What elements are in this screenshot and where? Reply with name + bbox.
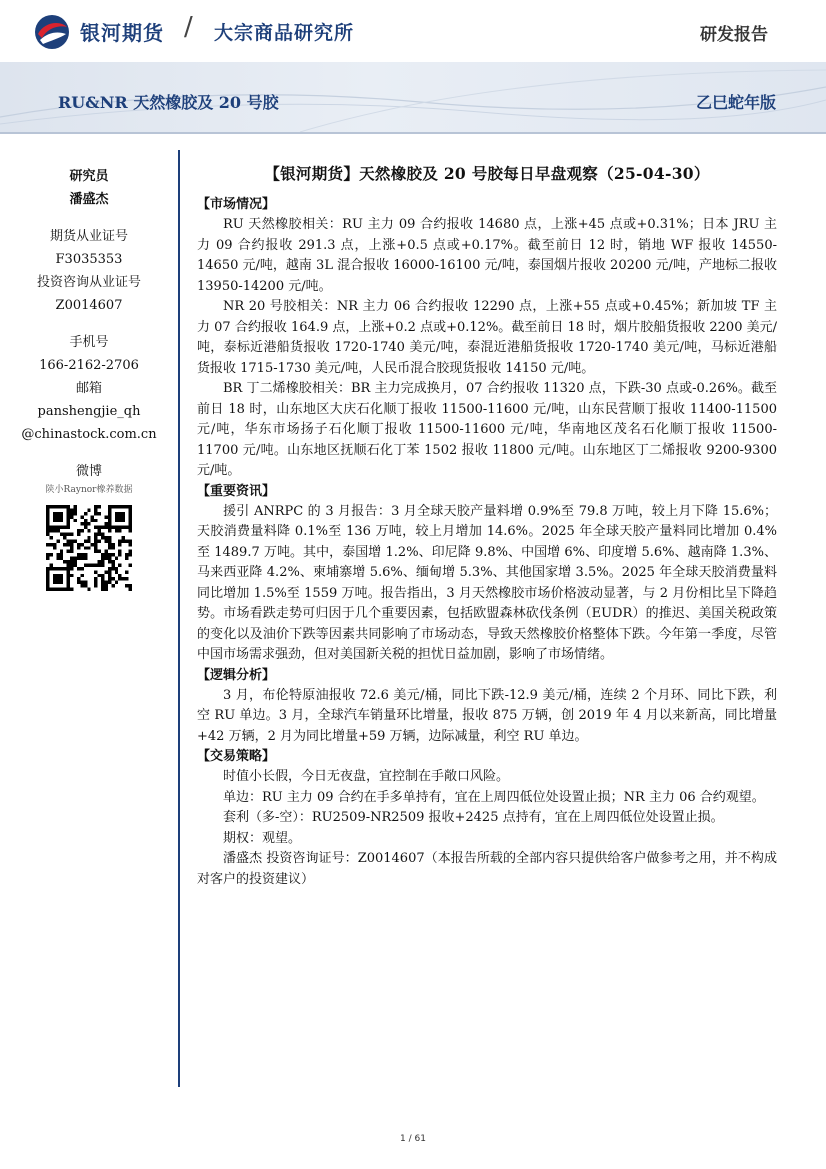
institute-name: 大宗商品研究所: [214, 22, 355, 44]
weibo-account: 陕小Raynor橡养数据: [45, 485, 133, 495]
paragraph-logic: 3 月，布伦特原油报收 72.6 美元/桶，同比下跌-12.9 美元/桶，连续 2 个月环、同比下跌，利空 RU 单边。3 月，全球汽车销量环比增量，报收 875 万辆，创 2019 年 4 月以来新高，同比增量+42 万辆，2 月为同比增量+59 万辆，边际减量，利空 RU 单边。: [197, 687, 777, 744]
phone-label: 手机号: [69, 335, 109, 350]
futures-cert-label: 期货从业证号: [49, 229, 128, 244]
section-logic: 【逻辑分析】: [197, 667, 276, 683]
analyst-name: 潘盛杰: [69, 192, 109, 207]
paragraph-br: BR 丁二烯橡胶相关：BR 主力完成换月，07 合约报收 11320 点，下跌-30 点或-0.26%。截至前日 18 时，山东地区大庆石化顺丁报收 11500-11600 元/吨，山东民营顺丁报收 11400-11500 元/吨，华东市场扬子石化顺丁报收 11500-11600 元/吨，华南地区茂名石化顺丁报收 11500-11700 元/吨。山东地区抚顺石化丁苯 1502 报收 11800 元/吨。山东地区丁二烯报收 9200-9300 元/吨。: [197, 381, 777, 478]
title-banner: [0, 62, 826, 134]
paragraph-strategy-3: 套利（多-空）：RU2509-NR2509 报收+2425 点持有，宜在上周四低位处设置止损。: [223, 810, 724, 825]
paragraph-strategy-2: 单边：RU 主力 09 合约在手多单持有，宜在上周四低位处设置止损；NR 主力 06 合约观望。: [223, 789, 765, 805]
futures-cert-number: F3035353: [55, 252, 123, 267]
phone-number: 166-2162-2706: [39, 358, 139, 373]
page-number: 1 / 61: [400, 1134, 426, 1144]
paragraph-disclaimer: 潘盛杰 投资咨询证号：Z0014607（本报告所载的全部内容只提供给客户做参考之用，并不构成对客户的投资建议）: [197, 851, 777, 887]
galaxy-logo-icon: [34, 14, 70, 50]
qr-code-icon: [46, 505, 132, 591]
paragraph-ru: RU 天然橡胶相关：RU 主力 09 合约报收 14680 点，上涨+45 点或+0.31%；日本 JRU 主力 09 合约报收 291.3 点，上涨+0.5 点或+0.17%。截至前日 12 时，销地 WF 报收 14550-14650 元/吨，越南 3L 混合报收 16000-16100 元/吨，泰国烟片报收 20200 元/吨，产地标二报收 13950-14200 元/吨。: [197, 217, 777, 294]
consult-cert-number: Z0014607: [55, 298, 123, 313]
analyst-role: 研究员: [69, 169, 109, 184]
section-news: 【重要资讯】: [197, 483, 276, 499]
paragraph-anrpc: 援引 ANRPC 的 3 月报告：3 月全球天胶产量料增 0.9%至 79.8 万吨，较上月下降 15.6%；天胶消费量料降 0.1%至 136 万吨，较上月增加 14.6%。2025 年全球天胶产量料同比增加 0.4%至 1489.7 万吨。其中，泰国增 1.2%、印尼降 9.8%、中国增 6%、印度增 5.6%、越南降 1.3%、马来西亚降 4.2%、柬埔寨增 5.6%、缅甸增 5.3%、其他国家增 3.5%。2025 年全球天胶消费量料同比增加 1.5%至 1559 万吨。报告指出，3 月天然橡胶市场价格波动显著，与 2 月份相比呈下降趋势。市场看跌走势可归因于几个重要因素，包括欧盟森林砍伐条例（EUDR）的推迟、美国关税政策的变化以及油价下跌等因素共同影响了市场动态，导致天然橡胶价格整体下跌。今年第一季度，尽管中国市场需求强劲，但对美国新关税的担忧日益加剧，影响了市场情绪。: [197, 503, 777, 662]
consult-cert-label: 投资咨询从业证号: [36, 275, 141, 290]
email-domain[interactable]: @chinastock.com.cn: [21, 427, 157, 442]
report-type: 研发报告: [700, 25, 768, 45]
section-strategy: 【交易策略】: [197, 749, 276, 764]
email-user[interactable]: panshengjie_qh: [37, 404, 141, 419]
brand-name: 银河期货: [80, 21, 164, 45]
weibo-label: 微博: [75, 464, 102, 479]
top-header: [0, 0, 826, 62]
header-separator: /: [184, 12, 193, 42]
paragraph-strategy-4: 期权：观望。: [223, 830, 302, 846]
vertical-divider: [178, 150, 180, 1087]
email-label: 邮箱: [75, 381, 102, 396]
paragraph-nr: NR 20 号胶相关：NR 主力 06 合约报收 12290 点，上涨+55 点或+0.45%；新加坡 TF 主力 07 合约报收 164.9 点，上涨+0.2 点或+0.12%。截至前日 18 时，烟片胶船货报收 2200 美元/吨，泰标近港船货报收 1720-1740 美元/吨，泰混近港船货报收 1720-1740 美元/吨，马标近港船货报收 1715-1730 美元/吨，人民币混合胶现货报收 14150 元/吨。: [197, 299, 777, 376]
banner-title: RU&NR 天然橡胶及 20 号胶: [58, 93, 279, 112]
banner-edition: 乙巳蛇年版: [695, 93, 776, 112]
analyst-sidebar: [0, 165, 178, 591]
paragraph-strategy-1: 时值小长假，今日无夜盘，宜控制在手敞口风险。: [223, 769, 510, 784]
section-market: 【市场情况】: [197, 197, 276, 212]
report-body: [197, 161, 777, 890]
document-title: 【银河期货】天然橡胶及 20 号胶每日早盘观察（25-04-30）: [264, 164, 710, 183]
